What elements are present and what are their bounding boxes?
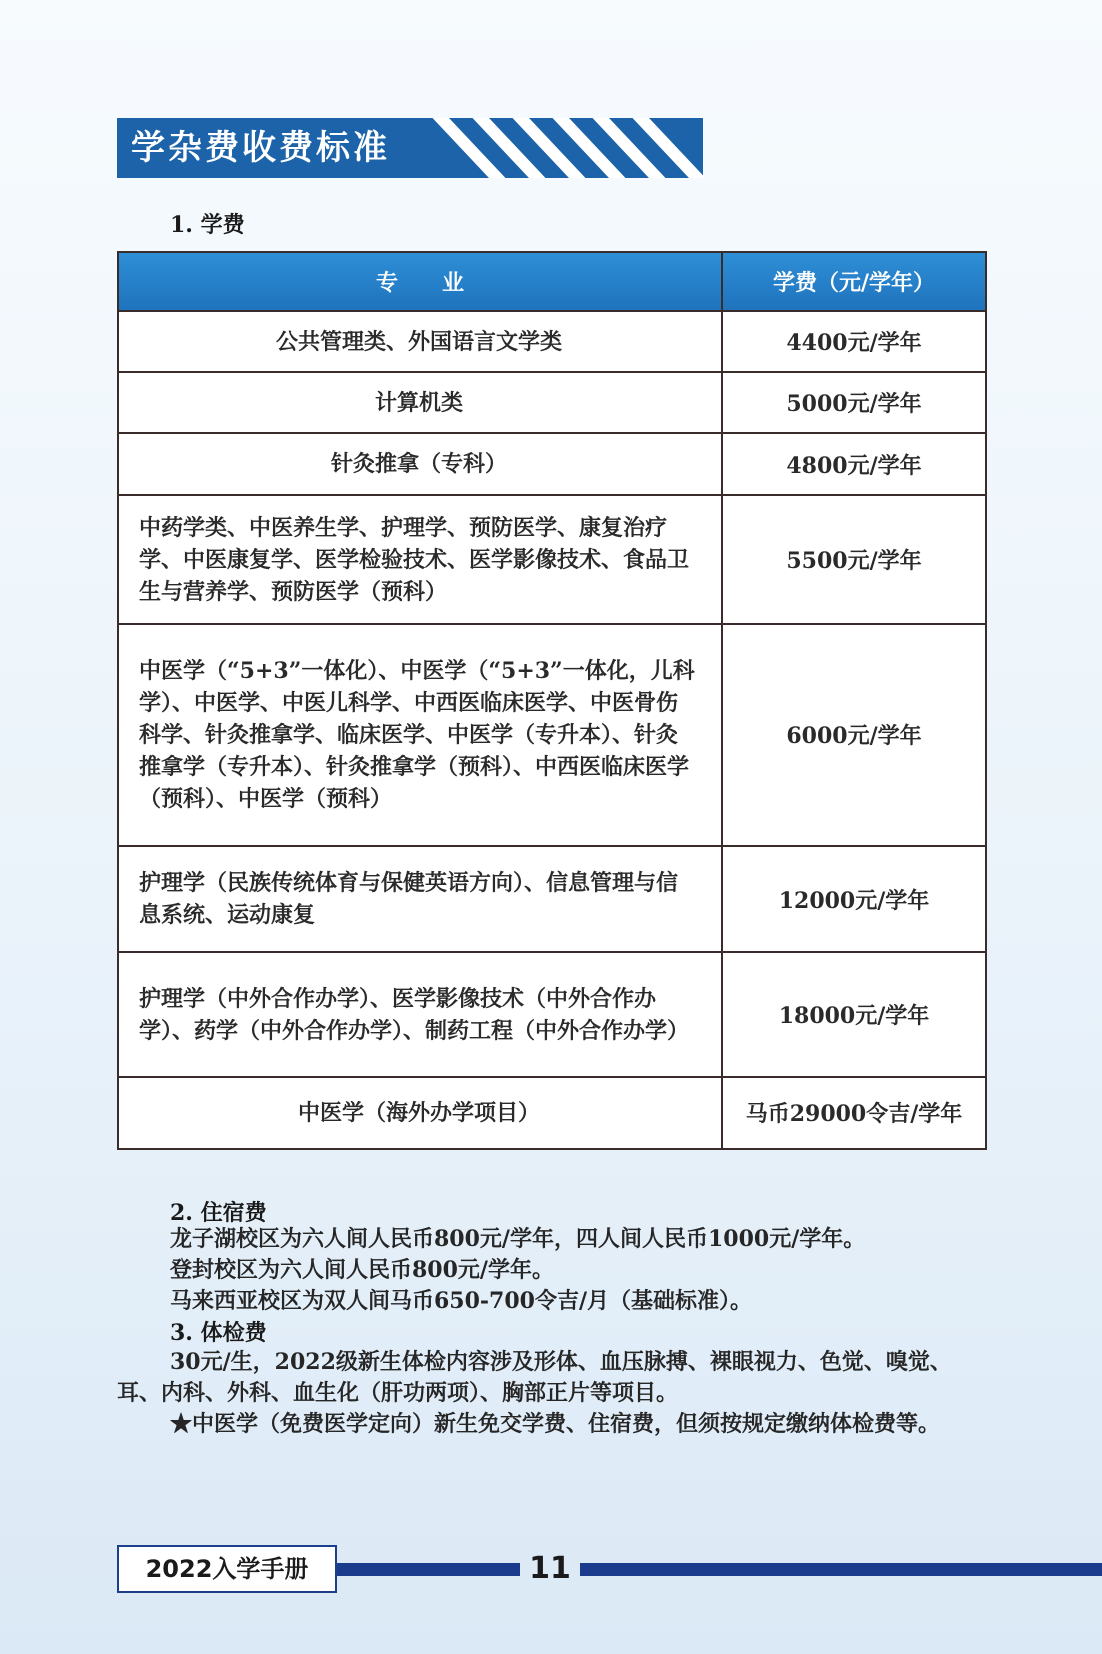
table-row	[118, 433, 986, 495]
header-fee: 学费（元/学年）	[722, 252, 986, 311]
header-major: 专 业	[118, 252, 722, 311]
footer-bar-left	[337, 1563, 520, 1576]
table-row	[118, 311, 986, 372]
fee-cell: 马币29000令吉/学年	[722, 1077, 986, 1149]
table-row	[118, 624, 986, 847]
major-cell: 公共管理类、外国语言文学类	[118, 311, 722, 372]
table-header-row	[118, 252, 986, 311]
accommodation-line: 龙子湖校区为六人间人民币800元/学年，四人间人民币1000元/学年。	[170, 1226, 866, 1252]
fee-cell: 6000元/学年	[722, 624, 986, 847]
table-row	[118, 1077, 986, 1149]
section-banner	[117, 118, 703, 178]
accommodation-line: 登封校区为六人间人民币800元/学年。	[170, 1257, 554, 1283]
section-3-title: 3. 体检费	[170, 1320, 267, 1346]
section-2-title: 2. 住宿费	[170, 1200, 267, 1226]
table-row	[118, 372, 986, 433]
major-cell: 护理学（中外合作办学）、医学影像技术（中外合作办学）、药学（中外合作办学）、制药工程（中外合作办学）	[118, 952, 722, 1076]
footer-bar-right	[580, 1563, 1102, 1576]
fee-cell: 4400元/学年	[722, 311, 986, 372]
page-title: 学杂费收费标准	[131, 128, 390, 168]
fee-cell: 12000元/学年	[722, 846, 986, 952]
free-tuition-note: ★中医学（免费医学定向）新生免交学费、住宿费，但须按规定缴纳体检费等。	[170, 1411, 941, 1437]
major-cell: 护理学（民族传统体育与保健英语方向）、信息管理与信息系统、运动康复	[118, 846, 722, 952]
exam-fee-paragraph: 30元/生，2022级新生体检内容涉及形体、血压脉搏、裸眼视力、色觉、嗅觉、耳、内科、外科、血生化（肝功两项）、胸部正片等项目。	[117, 1349, 952, 1406]
page-number: 11	[529, 1551, 571, 1586]
table-row	[118, 495, 986, 623]
accommodation-line: 马来西亚校区为双人间马币650-700令吉/月（基础标准）。	[170, 1288, 753, 1314]
major-cell: 计算机类	[118, 372, 722, 433]
section-1-title: 1. 学费	[170, 212, 245, 238]
handbook-label: 2022入学手册	[117, 1545, 337, 1593]
table-row	[118, 952, 986, 1076]
major-cell: 中医学（“5+3”一体化）、中医学（“5+3”一体化，儿科学）、中医学、中医儿科学、中西医临床医学、中医骨伤科学、针灸推拿学、临床医学、中医学（专升本）、针灸推拿学（专升本）、针灸推拿学（预科）、中西医临床医学（预科）、中医学（预科）	[118, 624, 722, 847]
fee-cell: 5000元/学年	[722, 372, 986, 433]
table-row	[118, 846, 986, 952]
fee-cell: 4800元/学年	[722, 433, 986, 495]
fee-cell: 18000元/学年	[722, 952, 986, 1076]
major-cell: 中药学类、中医养生学、护理学、预防医学、康复治疗学、中医康复学、医学检验技术、医学影像技术、食品卫生与营养学、预防医学（预科）	[118, 495, 722, 623]
major-cell: 中医学（海外办学项目）	[118, 1077, 722, 1149]
major-cell: 针灸推拿（专科）	[118, 433, 722, 495]
fee-cell: 5500元/学年	[722, 495, 986, 623]
fee-table	[117, 251, 987, 1150]
